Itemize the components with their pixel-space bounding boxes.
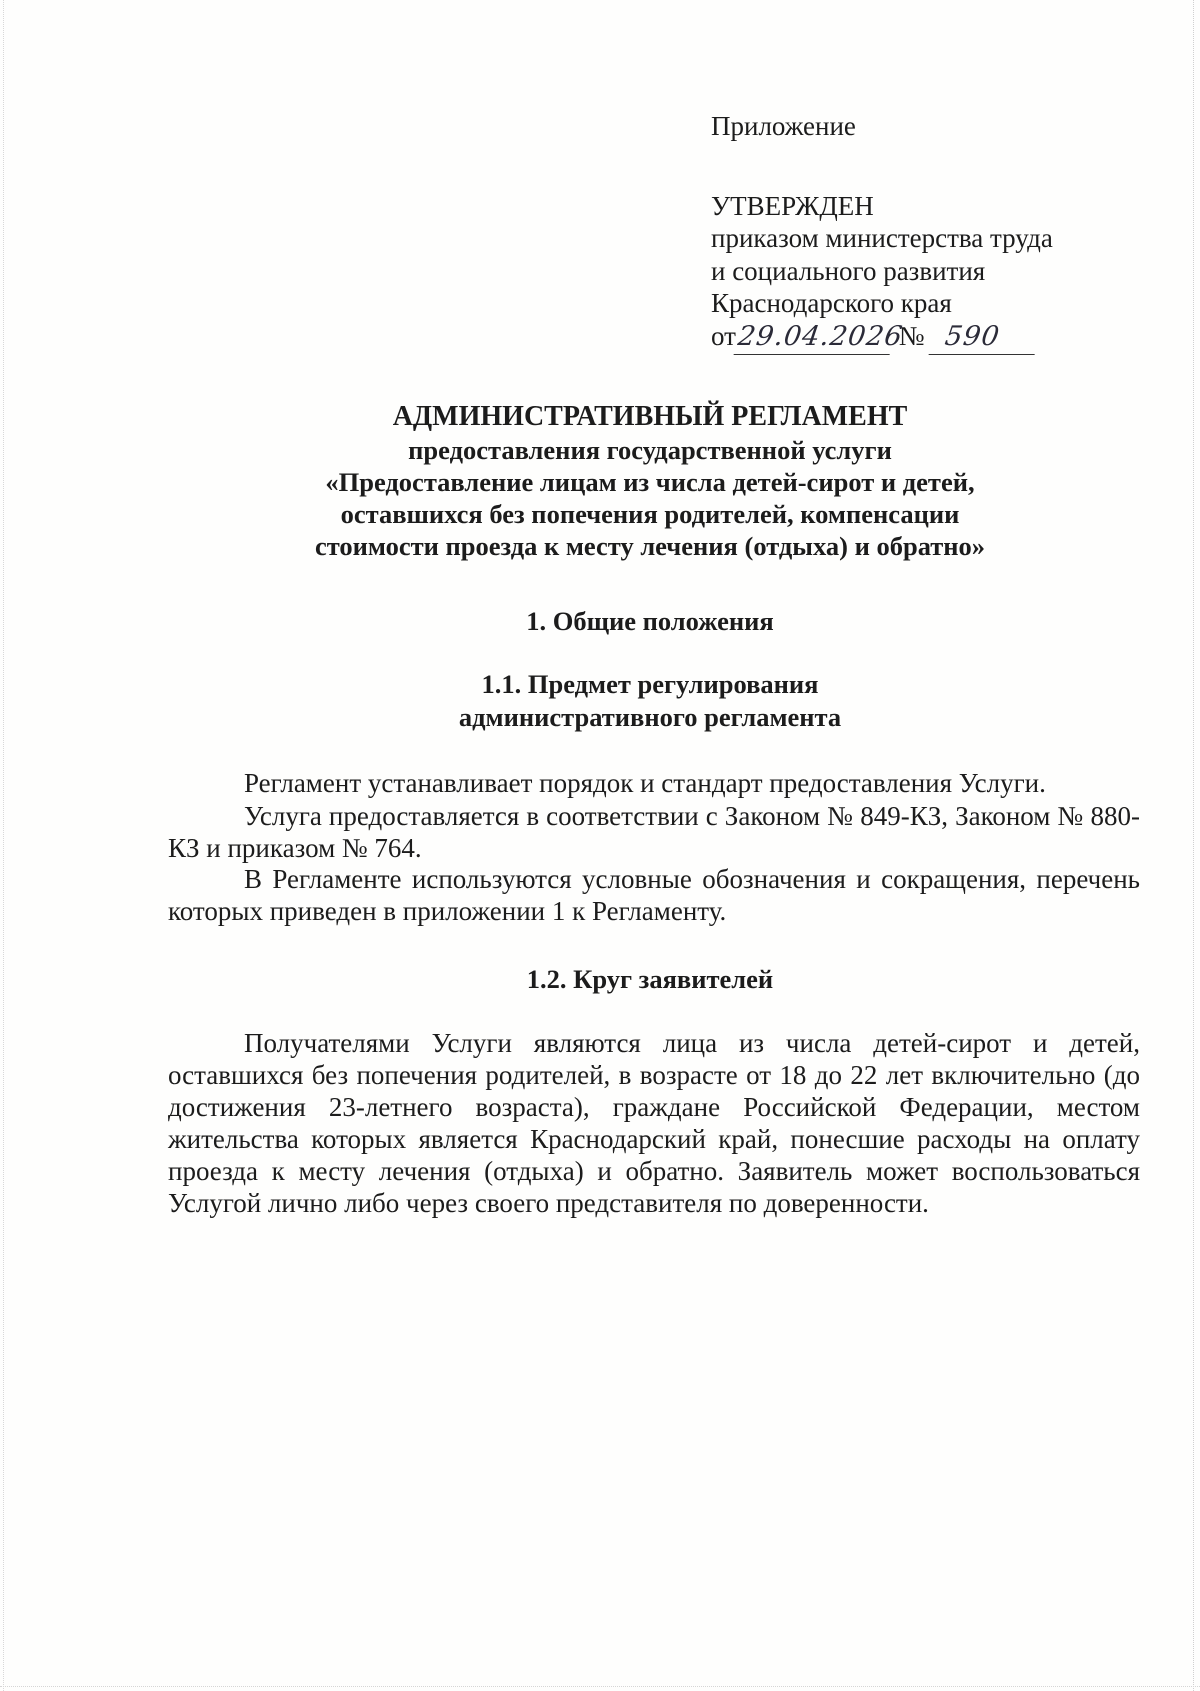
approval-line-1: приказом министерства труда (711, 223, 1053, 253)
approval-stamp-block (711, 110, 1053, 354)
document-title (100, 400, 1200, 562)
paragraph-1-1-a-text: Регламент устанавливает порядок и стандарт предоставления Услуги. (244, 768, 1046, 798)
order-date-number-line (711, 320, 1053, 355)
approval-line-2: и социального развития (711, 255, 986, 286)
title-line-4: стоимости проезда к месту лечения (отдыха) и обратно» (314, 531, 986, 561)
title-main: АДМИНИСТРАТИВНЫЙ РЕГЛАМЕНТ (392, 401, 908, 432)
section-1-2-heading: 1.2. Круг заявителей (526, 964, 774, 994)
section-1-1-heading-line-1: 1.1. Предмет регулирования (481, 669, 819, 699)
section-1-heading: 1. Общие положения (526, 606, 774, 636)
number-sign: № (898, 320, 925, 351)
paragraph-1-1-b-text: Услуга предоставляется в соответствии с Законом № 849-КЗ, Законом № 880-КЗ и приказом № 764. (168, 801, 1140, 863)
title-line-3: оставшихся без попечения родителей, компенсации (340, 499, 960, 529)
scan-edge-right (1193, 0, 1195, 1691)
paragraph-1-1-c-text: В Регламенте используются условные обозначения и сокращения, перечень которых приведен в приложении 1 к Регламенту. (168, 864, 1140, 926)
paragraph-1-1-b (168, 800, 1140, 864)
appendix-label: Приложение (711, 111, 856, 141)
approval-line-3: Краснодарского края (711, 288, 952, 318)
paragraph-1-2-text: Получателями Услуги являются лица из числа детей-сирот и детей, оставшихся без попечения родителей, в возрасте от 18 до 22 лет включительно (до достижения 23-летнего возраста), граждане Российской Федерации, местом жительства которых является Краснодарский край, понесшие расходы на оплату проезда к месту лечения (отдыха) и обратно. Заявитель может воспользоваться Услугой лично либо через своего представителя по доверенности. (168, 1028, 1140, 1218)
handwritten-order-number: 590 (929, 321, 1040, 355)
title-line-1: предоставления государственной услуги (408, 435, 892, 465)
section-1-1-heading-line-2: административного регламента (458, 702, 842, 732)
paragraph-1-2 (168, 1027, 1140, 1219)
title-line-2: «Предоставление лицам из числа детей-сирот и детей, (325, 467, 975, 497)
paragraph-1-1-c (168, 863, 1140, 927)
approved-label: УТВЕРЖДЕН (711, 190, 874, 221)
handwritten-date: 29.04.2026 (734, 321, 895, 355)
scan-edge-left (3, 0, 5, 1691)
scan-edge-bottom (0, 1686, 1200, 1688)
paragraph-1-1-a (168, 767, 1140, 799)
date-prefix: от (711, 320, 736, 351)
section-1-1-heading (100, 668, 1200, 734)
